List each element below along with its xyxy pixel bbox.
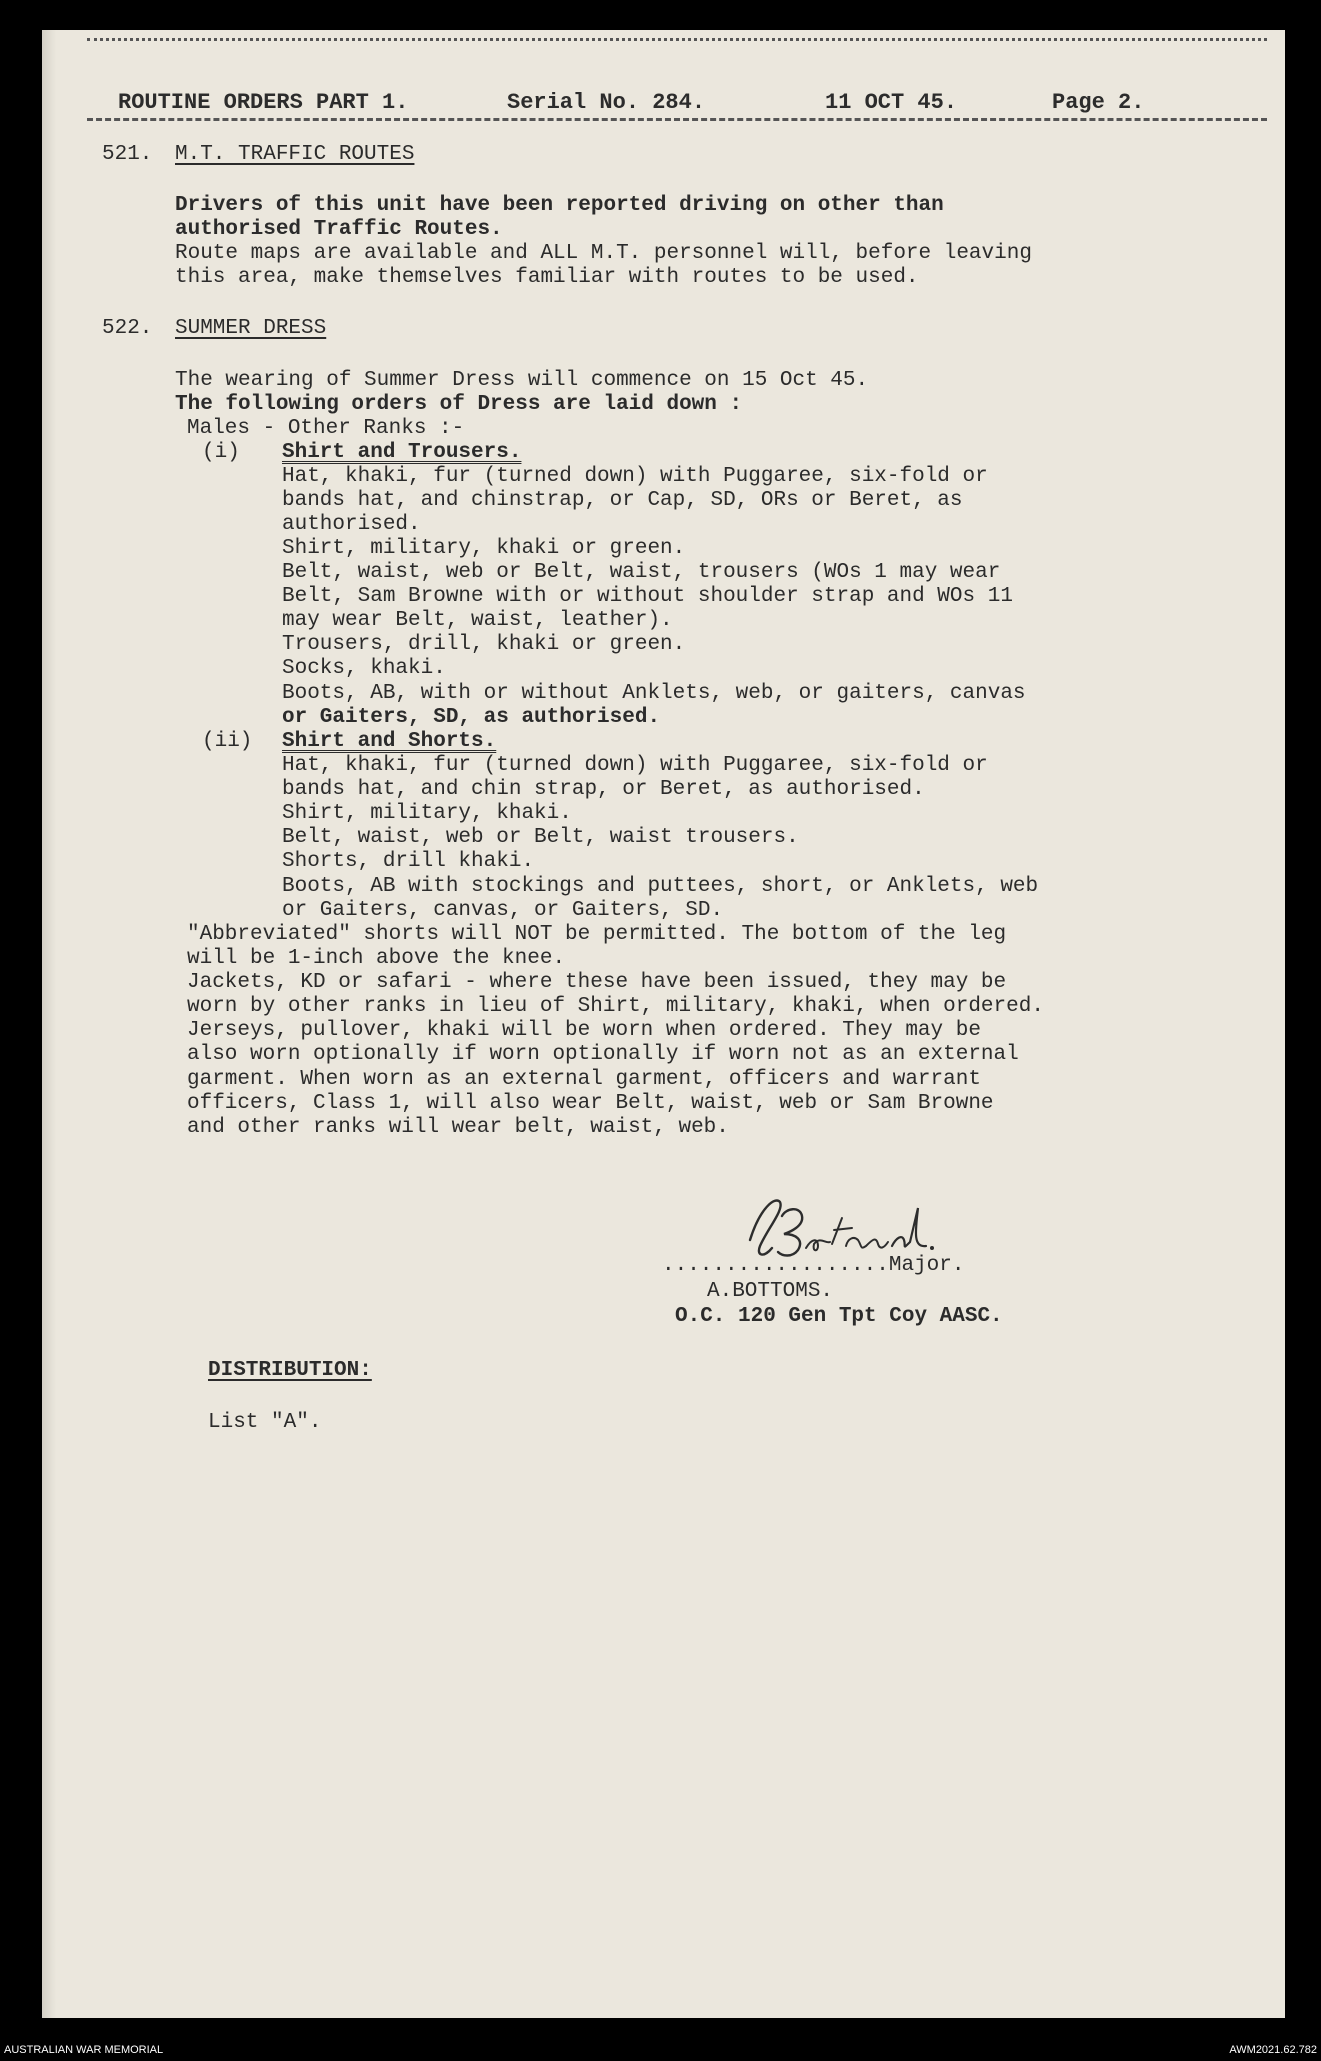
part-ii-line: Boots, AB with stockings and puttees, short, or Anklets, web <box>282 875 1039 898</box>
closing-line: garment. When worn as an external garment, officers and warrant <box>187 1068 981 1091</box>
part-ii-line: or Gaiters, canvas, or Gaiters, SD. <box>282 899 724 922</box>
signatory-title: O.C. 120 Gen Tpt Coy AASC. <box>675 1305 1003 1328</box>
section-521-line: Drivers of this unit have been reported driving on other than <box>175 194 944 217</box>
part-i-line: or Gaiters, SD, as authorised. <box>282 706 661 729</box>
part-ii-label: (ii) <box>202 730 253 753</box>
males-label: Males - Other Ranks :- <box>187 417 465 440</box>
part-i-line: Shirt, military, khaki or green. <box>282 537 686 560</box>
distribution-value: List "A". <box>208 1411 322 1434</box>
closing-line: also worn optionally if worn optionally if worn not as an external <box>187 1043 1019 1066</box>
section-521-number: 521. <box>102 143 153 166</box>
closing-line: "Abbreviated" shorts will NOT be permitted. The bottom of the leg <box>187 923 1007 946</box>
header-dashed-rule <box>87 118 1267 121</box>
part-ii-line: Hat, khaki, fur (turned down) with Puggaree, six-fold or <box>282 754 988 777</box>
page-edge-shadow <box>42 30 56 2018</box>
part-i-line: may wear Belt, waist, leather). <box>282 609 673 632</box>
footer-credit-left: AUSTRALIAN WAR MEMORIAL <box>4 2044 164 2056</box>
section-522-heading: SUMMER DRESS <box>175 317 327 340</box>
part-ii-title: Shirt and Shorts. <box>282 730 497 753</box>
section-522-intro: The wearing of Summer Dress will commence on 15 Oct 45. <box>175 369 869 392</box>
part-i-line: Belt, waist, web or Belt, waist, trousers (WOs 1 may wear <box>282 561 1001 584</box>
closing-line: Jerseys, pullover, khaki will be worn when ordered. They may be <box>187 1019 981 1042</box>
distribution-heading: DISTRIBUTION: <box>208 1359 372 1382</box>
header-date: 11 OCT 45. <box>825 90 958 115</box>
part-ii-line: Belt, waist, web or Belt, waist trousers. <box>282 826 799 849</box>
part-i-line: Boots, AB, with or without Anklets, web, or gaiters, canvas <box>282 682 1026 705</box>
document-page <box>42 30 1285 2018</box>
section-522-number: 522. <box>102 317 153 340</box>
part-i-line: Socks, khaki. <box>282 657 446 680</box>
header-serial: Serial No. 284. <box>507 90 706 115</box>
part-ii-line: Shirt, military, khaki. <box>282 802 572 825</box>
header-title: ROUTINE ORDERS PART 1. <box>118 90 409 115</box>
part-i-label: (i) <box>202 441 240 464</box>
part-i-line: bands hat, and chinstrap, or Cap, SD, ORs or Beret, as <box>282 489 963 512</box>
closing-line: and other ranks will wear belt, waist, web. <box>187 1116 729 1139</box>
signatory-name: A.BOTTOMS. <box>707 1280 834 1303</box>
closing-line: officers, Class 1, will also wear Belt, waist, web or Sam Browne <box>187 1092 994 1115</box>
signature-dots-line: ..................Major. <box>662 1254 965 1277</box>
part-i-title: Shirt and Trousers. <box>282 441 522 464</box>
section-521-line: this area, make themselves familiar with routes to be used. <box>175 266 919 289</box>
section-522-intro: The following orders of Dress are laid down : <box>175 393 743 416</box>
part-i-line: Hat, khaki, fur (turned down) with Puggaree, six-fold or <box>282 465 988 488</box>
part-i-line: authorised. <box>282 513 421 536</box>
part-ii-line: bands hat, and chin strap, or Beret, as authorised. <box>282 778 925 801</box>
part-ii-line: Shorts, drill khaki. <box>282 850 535 873</box>
part-i-line: Belt, Sam Browne with or without shoulder strap and WOs 11 <box>282 585 1013 608</box>
top-dotted-rule <box>87 38 1267 41</box>
part-i-line: Trousers, drill, khaki or green. <box>282 633 686 656</box>
section-521-line: Route maps are available and ALL M.T. personnel will, before leaving <box>175 242 1032 265</box>
header-page: Page 2. <box>1052 90 1145 115</box>
closing-line: worn by other ranks in lieu of Shirt, military, khaki, when ordered. <box>187 995 1044 1018</box>
footer-credit-right: AWM2021.62.782 <box>1229 2044 1317 2056</box>
section-521-heading: M.T. TRAFFIC ROUTES <box>175 143 415 166</box>
closing-line: will be 1-inch above the knee. <box>187 947 566 970</box>
closing-line: Jackets, KD or safari - where these have been issued, they may be <box>187 971 1007 994</box>
section-521-line: authorised Traffic Routes. <box>175 218 503 241</box>
